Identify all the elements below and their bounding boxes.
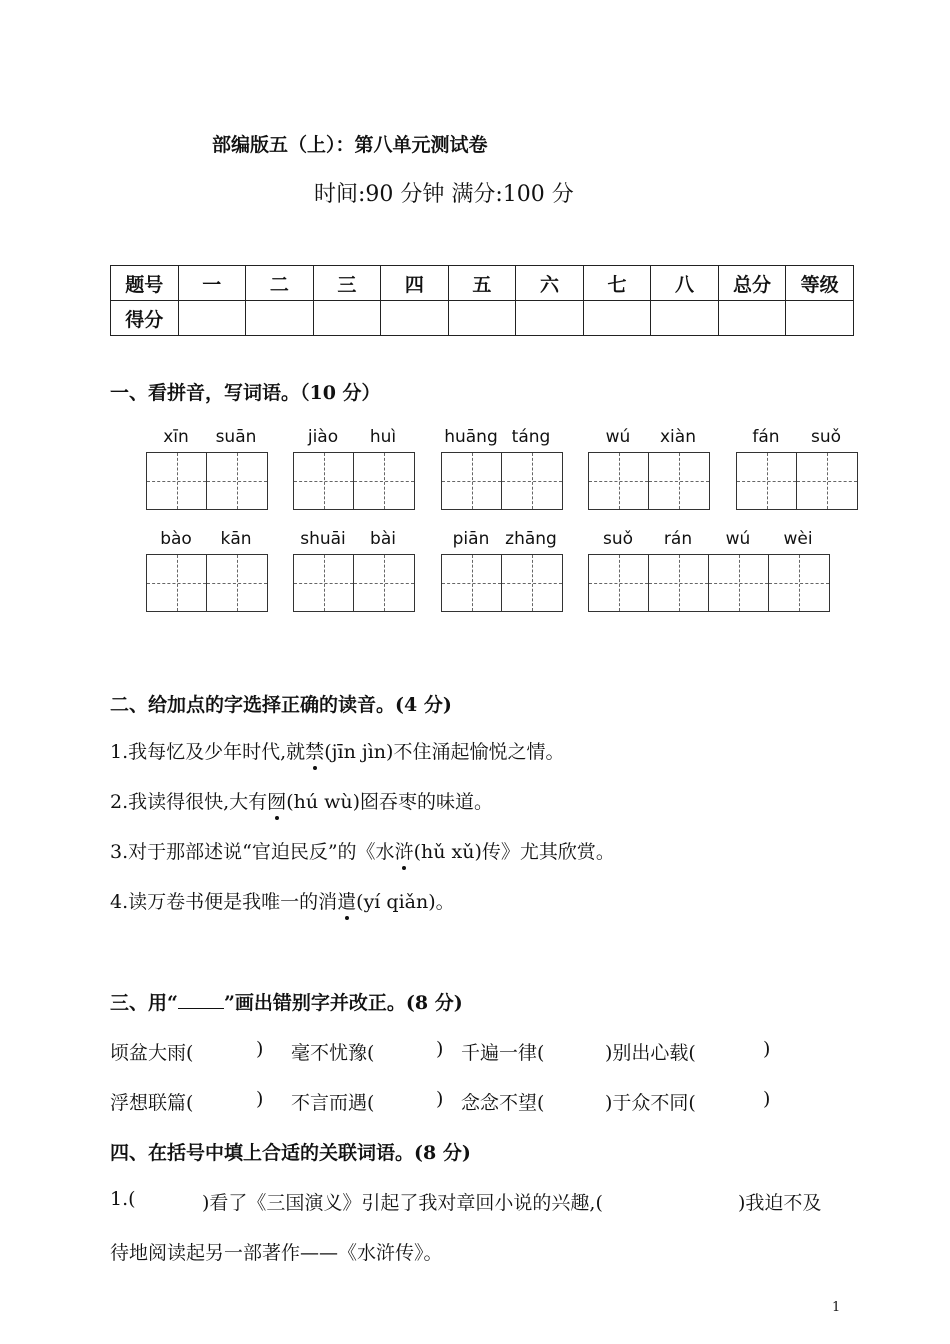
word-item: ) <box>763 1038 771 1060</box>
score-field[interactable] <box>246 301 314 336</box>
page-title: 部编版五（上）：第八单元测试卷 <box>212 134 488 156</box>
writing-cell[interactable] <box>589 453 649 509</box>
dotted-character: 禁 <box>305 737 324 764</box>
word-item: ) <box>256 1038 264 1060</box>
word-item: 浮想联篇( <box>110 1092 194 1114</box>
table-cell: 三 <box>313 266 381 301</box>
table-cell: 八 <box>651 266 719 301</box>
dotted-character: 遣 <box>337 887 356 914</box>
table-cell: 一 <box>178 266 246 301</box>
writing-cell[interactable] <box>797 453 857 509</box>
table-cell: 题号 <box>111 266 179 301</box>
pinyin-label: wèi <box>783 529 813 549</box>
writing-cell[interactable] <box>294 453 354 509</box>
writing-cell[interactable] <box>709 555 769 611</box>
section-1-heading: 一、看拼音，写词语。（10 分） <box>110 382 381 404</box>
pinyin-label: wú <box>605 427 631 447</box>
pinyin-label: kān <box>220 529 252 549</box>
word-item: 顷盆大雨( <box>110 1042 194 1064</box>
pinyin-label: bào <box>160 529 192 549</box>
writing-cell[interactable] <box>147 453 207 509</box>
writing-cell[interactable] <box>207 453 267 509</box>
table-cell: 四 <box>381 266 449 301</box>
section-2-heading: 二、给加点的字选择正确的读音。(4 分) <box>110 694 452 716</box>
writing-cell[interactable] <box>354 555 414 611</box>
score-field[interactable] <box>651 301 719 336</box>
table-cell: 二 <box>246 266 314 301</box>
score-field[interactable] <box>448 301 516 336</box>
word-item: 千遍一律( <box>461 1042 545 1064</box>
score-field[interactable] <box>786 301 854 336</box>
section-4-heading: 四、在括号中填上合适的关联词语。(8 分) <box>110 1142 471 1164</box>
pinyin-word-box <box>293 427 413 512</box>
score-field[interactable] <box>178 301 246 336</box>
writing-cell[interactable] <box>442 453 502 509</box>
section-3-heading: 三、用“ ”画出错别字并改正。(8 分) <box>110 992 463 1014</box>
pinyin-label: wú <box>725 529 751 549</box>
pinyin-label: huāng <box>444 427 498 447</box>
writing-cell[interactable] <box>442 555 502 611</box>
pinyin-label: shuāi <box>300 529 346 549</box>
pinyin-word-box <box>146 427 266 512</box>
writing-cell[interactable] <box>502 453 562 509</box>
table-cell: 得分 <box>111 301 179 336</box>
question-line: 3.对于那部述说“官迫民反”的《水浒(hǔ xǔ)传》尤其欣赏。 <box>110 837 615 864</box>
pinyin-label: suǒ <box>602 529 634 549</box>
pinyin-label: táng <box>511 427 551 447</box>
word-item: ) <box>436 1038 444 1060</box>
question-line: 2.我读得很快,大有囫(hú wù)囵吞枣的味道。 <box>110 787 493 814</box>
word-item: )于众不同( <box>605 1092 696 1114</box>
pinyin-word-box <box>588 529 828 614</box>
word-item: ) <box>256 1088 264 1110</box>
score-table-score-row <box>111 301 854 336</box>
writing-cell[interactable] <box>649 555 709 611</box>
writing-cell[interactable] <box>649 453 709 509</box>
writing-cell[interactable] <box>737 453 797 509</box>
pinyin-label: bài <box>370 529 396 549</box>
pinyin-label: jiào <box>307 427 339 447</box>
pinyin-word-box <box>441 529 561 614</box>
writing-cell[interactable] <box>147 555 207 611</box>
word-item: )别出心载( <box>605 1042 696 1064</box>
word-item: ) <box>763 1088 771 1110</box>
pinyin-label: huì <box>369 427 397 447</box>
pinyin-label: piān <box>452 529 490 549</box>
writing-cell[interactable] <box>294 555 354 611</box>
score-table-header-row <box>111 266 854 301</box>
pinyin-word-box <box>736 427 856 512</box>
writing-cell[interactable] <box>769 555 829 611</box>
question-line: )看了《三国演义》引起了我对章回小说的兴趣,( <box>202 1192 603 1214</box>
pinyin-word-box <box>441 427 561 512</box>
pinyin-label: rán <box>663 529 693 549</box>
writing-cell[interactable] <box>207 555 267 611</box>
question-line: 待地阅读起另一部著作——《水浒传》。 <box>110 1242 443 1264</box>
question-line: )我迫不及 <box>738 1192 822 1214</box>
question-line: 4.读万卷书便是我唯一的消遣(yí qiǎn)。 <box>110 887 455 914</box>
writing-cell[interactable] <box>589 555 649 611</box>
pinyin-word-box <box>588 427 708 512</box>
writing-cell[interactable] <box>502 555 562 611</box>
pinyin-label: suǒ <box>810 427 842 447</box>
score-field[interactable] <box>313 301 381 336</box>
dotted-character: 囫 <box>267 787 286 814</box>
dotted-character: 浒 <box>395 837 414 864</box>
pinyin-label: xiàn <box>660 427 696 447</box>
writing-cell[interactable] <box>354 453 414 509</box>
table-cell: 等级 <box>786 266 854 301</box>
table-cell: 六 <box>516 266 584 301</box>
table-cell: 七 <box>583 266 651 301</box>
pinyin-word-box <box>293 529 413 614</box>
score-field[interactable] <box>381 301 449 336</box>
word-item: 念念不望( <box>461 1092 545 1114</box>
pinyin-label: zhāng <box>505 529 557 549</box>
pinyin-word-box <box>146 529 266 614</box>
score-field[interactable] <box>516 301 584 336</box>
pinyin-label: fán <box>752 427 780 447</box>
score-field[interactable] <box>583 301 651 336</box>
word-item: 毫不忧豫( <box>291 1042 375 1064</box>
table-cell: 五 <box>448 266 516 301</box>
pinyin-label: suān <box>215 427 257 447</box>
page-number: 1 <box>832 1300 841 1315</box>
pinyin-label: xīn <box>163 427 189 447</box>
question-line: 1.我每忆及少年时代,就禁(jīn jìn)不住涌起愉悦之情。 <box>110 737 564 764</box>
word-item: ) <box>436 1088 444 1110</box>
score-field[interactable] <box>718 301 786 336</box>
word-item: 不言而遇( <box>291 1092 375 1114</box>
question-line: 1.( <box>110 1188 136 1210</box>
exam-info: 时间:90 分钟 满分:100 分 <box>314 182 574 207</box>
underline-blank <box>178 992 224 1009</box>
table-cell: 总分 <box>718 266 786 301</box>
score-table <box>110 265 854 336</box>
